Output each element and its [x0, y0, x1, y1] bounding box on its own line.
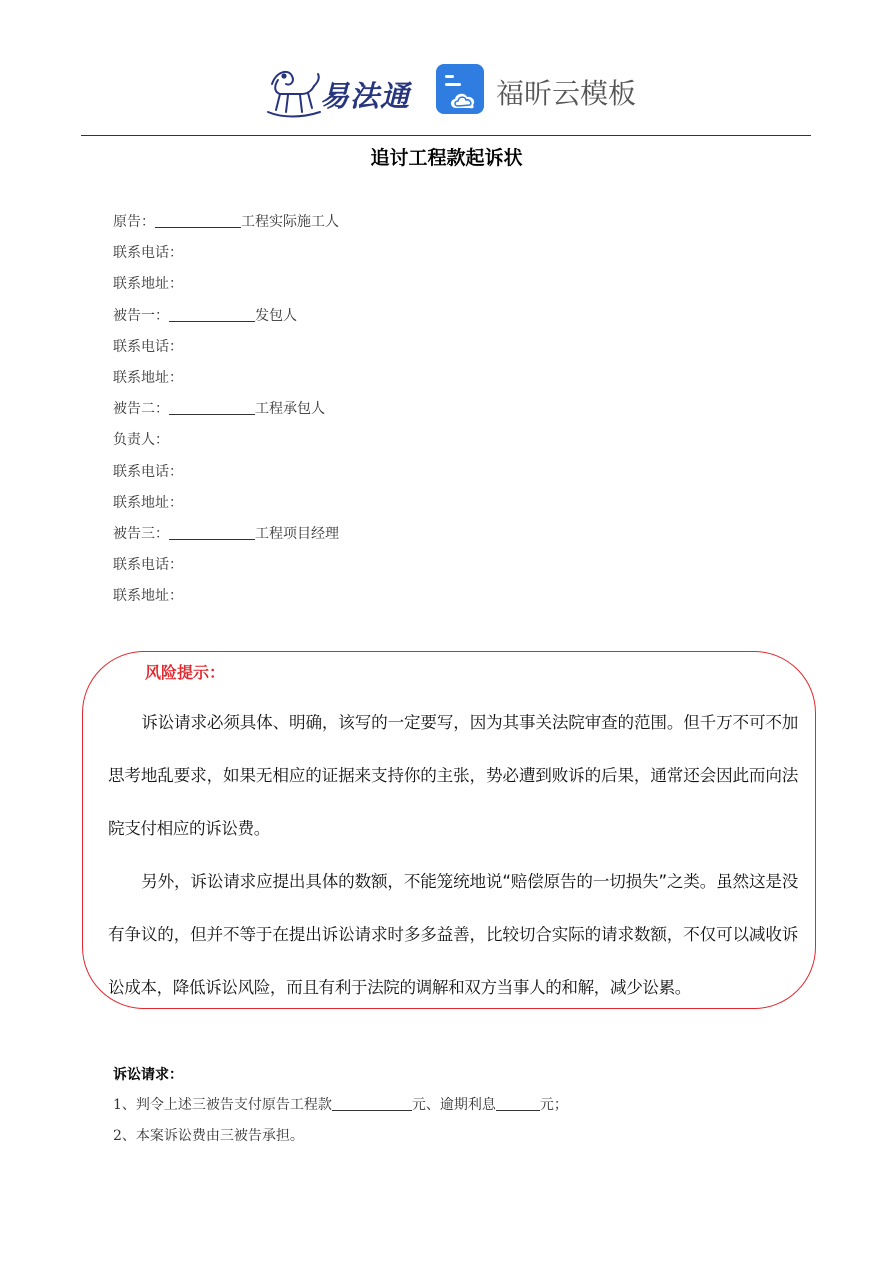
claims-title: 诉讼请求：	[113, 1067, 183, 1083]
party-label: 联系地址：	[113, 369, 183, 386]
claims-list	[113, 1090, 813, 1152]
party-label: 联系电话：	[113, 463, 183, 480]
party-label: 联系电话：	[113, 338, 183, 355]
party-line	[113, 581, 813, 612]
party-line	[113, 363, 813, 394]
risk-paragraph: 诉讼请求必须具体、明确，该写的一定要写，因为其事关法院审查的范围。但千万不可不加思考地乱要求，如果无相应的证据来支持你的主张，势必遭到败诉的后果，通常还会因此而向法院支付相应的诉讼费。	[108, 713, 798, 838]
party-line	[113, 425, 813, 456]
document-title: 追讨工程款起诉状	[370, 147, 523, 169]
party-role: 工程实际施工人	[241, 214, 339, 230]
document-cloud-icon	[436, 64, 488, 116]
party-line	[113, 394, 813, 425]
party-line	[113, 550, 813, 581]
party-role: 发包人	[255, 307, 297, 324]
claim-item	[113, 1121, 813, 1152]
party-label: 被告一：	[113, 307, 169, 324]
name-blank[interactable]	[169, 400, 255, 415]
party-line	[113, 269, 813, 300]
qilin-mascot-icon	[262, 62, 324, 122]
party-line	[113, 519, 813, 550]
claim-text: 元；	[539, 1097, 568, 1113]
yifatong-logo	[262, 62, 422, 122]
claim-text: 1、判令上述三被告支付原告工程款	[113, 1097, 332, 1113]
party-line	[113, 457, 813, 488]
party-label: 联系电话：	[113, 245, 183, 262]
party-line	[113, 488, 813, 519]
party-label: 被告三：	[113, 525, 169, 542]
amount-blank[interactable]	[332, 1096, 412, 1111]
risk-notice-title: 风险提示：	[145, 663, 226, 682]
party-label: 联系地址：	[113, 276, 183, 293]
foxit-brand-text: 福昕云模板	[496, 77, 637, 110]
party-line	[113, 207, 813, 238]
name-blank[interactable]	[169, 307, 255, 322]
yifatong-brand-text: 易法通	[320, 79, 411, 113]
party-label: 联系电话：	[113, 557, 183, 574]
party-role: 工程项目经理	[255, 525, 339, 542]
party-label: 联系地址：	[113, 494, 183, 511]
claim-item	[113, 1090, 813, 1121]
claim-text: 2、本案诉讼费由三被告承担。	[113, 1128, 304, 1144]
party-label: 原告：	[113, 214, 155, 230]
header-divider	[81, 135, 811, 136]
name-blank[interactable]	[169, 525, 255, 540]
risk-notice-body	[108, 696, 798, 1014]
party-label: 负责人：	[113, 432, 169, 449]
risk-paragraph: 另外，诉讼请求应提出具体的数额，不能笼统地说“赔偿原告的一切损失”之类。虽然这是没有争议的，但并不等于在提出诉讼请求时多多益善，比较切合实际的请求数额，不仅可以减收诉讼成本，降低诉讼风险，而且有利于法院的调解和双方当事人的和解，减少讼累。	[108, 872, 798, 997]
party-line	[113, 301, 813, 332]
foxit-template-logo	[436, 62, 636, 118]
name-blank[interactable]	[155, 213, 241, 228]
party-line	[113, 238, 813, 269]
party-line	[113, 332, 813, 363]
interest-blank[interactable]	[496, 1096, 540, 1111]
header	[0, 58, 893, 128]
party-label: 联系地址：	[113, 588, 183, 605]
claim-text: 元、逾期利息	[411, 1097, 496, 1113]
party-label: 被告二：	[113, 401, 169, 418]
party-role: 工程承包人	[255, 401, 325, 418]
party-info-section	[113, 207, 813, 612]
